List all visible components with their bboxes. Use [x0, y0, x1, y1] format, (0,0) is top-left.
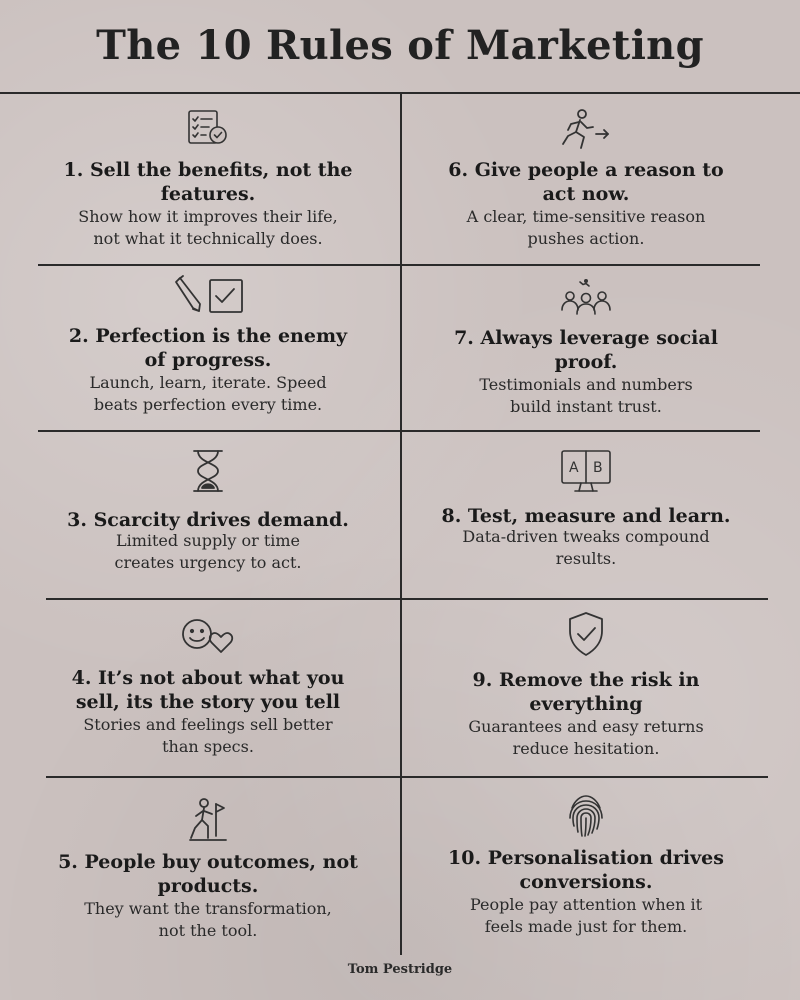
- checklist-icon: [185, 108, 231, 148]
- rule-title-9: 9. Remove the risk in everything: [472, 669, 700, 715]
- rule-title-10: 10. Personalisation drives conversions.: [448, 847, 724, 893]
- rule-description-3: Limited supply or time creates urgency to act.: [114, 531, 302, 572]
- smile-heart-icon: [179, 616, 237, 656]
- rule-title-8: 8. Test, measure and learn.: [441, 505, 731, 527]
- pencil-checkbox-icon: [170, 274, 246, 316]
- rule-card-9: [386, 598, 786, 776]
- rule-description-8: Data-driven tweaks compound results.: [462, 527, 710, 568]
- rule-description-9: Guarantees and easy returns reduce hesitation.: [468, 717, 704, 758]
- rule-card-2: [8, 264, 408, 430]
- rule-card-6: [386, 92, 786, 264]
- rule-title-7: 7. Always leverage social proof.: [454, 327, 718, 373]
- author-credit: Tom Pestridge: [347, 962, 453, 977]
- ab-label-a: A: [569, 460, 579, 476]
- rule-card-10: [386, 776, 786, 955]
- rule-title-1: 1. Sell the benefits, not the features.: [63, 159, 353, 205]
- rule-card-7: [386, 264, 786, 430]
- rule-card-8: [386, 430, 786, 598]
- rule-description-2: Launch, learn, iterate. Speed beats perfection every time.: [89, 373, 327, 414]
- rule-card-5: [8, 776, 408, 955]
- rule-description-7: Testimonials and numbers build instant trust.: [479, 375, 693, 416]
- page-title: The 10 Rules of Marketing: [96, 22, 704, 69]
- hourglass-icon: [191, 448, 225, 494]
- rule-description-1: Show how it improves their life, not what it technically does.: [78, 207, 338, 248]
- rule-card-3: [8, 430, 408, 598]
- rule-description-5: They want the transformation, not the tool.: [84, 899, 332, 940]
- rule-card-1: [8, 92, 408, 264]
- people-group-icon: [558, 276, 614, 316]
- rule-description-4: Stories and feelings sell better than specs.: [83, 715, 333, 756]
- rule-title-2: 2. Perfection is the enemy of progress.: [68, 325, 348, 371]
- shield-check-icon: [564, 610, 608, 658]
- rule-title-6: 6. Give people a reason to act now.: [448, 159, 724, 205]
- running-person-icon: [560, 108, 612, 152]
- rule-description-10: People pay attention when it feels made just for them.: [469, 895, 703, 936]
- climber-flag-icon: [188, 796, 228, 842]
- rule-title-3: 3. Scarcity drives demand.: [67, 509, 349, 531]
- ab-test-monitor-icon: [559, 448, 613, 496]
- rule-card-4: [8, 598, 408, 776]
- ab-label-b: B: [593, 460, 603, 476]
- rule-title-4: 4. It’s not about what you sell, its the story you tell: [71, 667, 345, 713]
- rule-title-5: 5. People buy outcomes, not products.: [58, 851, 358, 897]
- fingerprint-icon: [566, 792, 606, 840]
- rule-description-6: A clear, time-sensitive reason pushes action.: [466, 207, 706, 248]
